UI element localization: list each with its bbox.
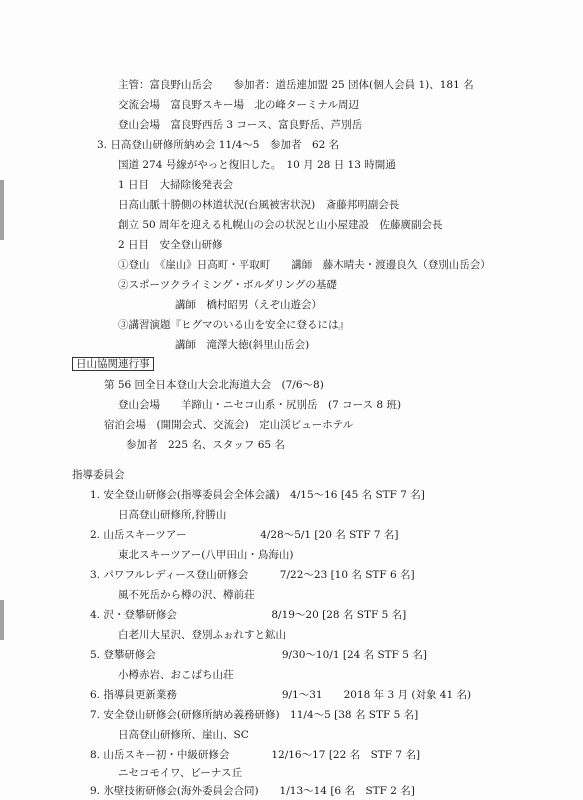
item3-lecturer-line: 講師 滝澤大徳(斜里山岳会) — [175, 339, 310, 351]
committee-item-1-detail: 日高登山研修所,狩勝山 — [118, 509, 227, 521]
committee-item-5-detail: 小樽赤岩、おこばち山荘 — [118, 669, 234, 681]
climb-venue-line: 登山会場 富良野西岳 3 コース、富良野岳、芦別岳 — [118, 119, 363, 131]
item2-lecturer-line: 講師 橋村昭男（えぞ山遊会） — [175, 299, 322, 311]
exchange-venue-line: 交流会場 富良野スキー場 北の峰ターミナル周辺 — [118, 99, 359, 111]
committee-item-3: 3. パワフルレディース登山研修会 7/22～23 [10 名 STF 6 名] — [90, 569, 415, 581]
road-reopen-line: 国道 274 号線がやっと復旧した。 10 月 28 日 13 時開通 — [118, 159, 396, 171]
events-line-4: 参加者 225 名、スタッフ 65 名 — [126, 439, 285, 451]
committee-item-2: 2. 山岳スキーツアー 4/28～5/1 [20 名 STF 7 名] — [90, 529, 399, 541]
scan-edge-mark — [0, 180, 4, 240]
committee-item-4-detail: 白老川大星沢、登別ふぉれすと鉱山 — [118, 629, 286, 641]
item3-line: ③講習演題『ヒグマのいる山を安全に登るには』 — [118, 319, 349, 331]
day1-line: 1 日目 大掃除後発表会 — [118, 179, 234, 191]
committee-item-2-detail: 東北スキーツアー(八甲田山・鳥海山) — [118, 549, 294, 561]
sponsor-line: 主管：富良野山岳会 参加者：道岳連加盟 25 団体(個人会員 1)、181 名 — [118, 79, 474, 91]
report2-line: 創立 50 周年を迎える札幌山の会の状況と山小屋建設 佐藤廣副会長 — [118, 219, 443, 231]
scan-edge-mark — [0, 600, 4, 640]
item1-line: ①登山 《崖山》日高町・平取町 講師 藤木晴夫・渡邊良久（登別山岳会） — [118, 259, 491, 271]
item2-line: ②スポーツクライミング・ボルダリングの基礎 — [118, 279, 337, 291]
section3-title: 3. 日高登山研修所納め会 11/4～5 参加者 62 名 — [97, 139, 340, 151]
committee-item-1: 1. 安全登山研修会(指導委員会全体会議) 4/15～16 [45 名 STF 7 名] — [90, 489, 425, 501]
committee-item-8: 8. 山岳スキー初・中級研修会 12/16～17 [22 名 STF 7 名] — [90, 749, 421, 761]
events-line-2: 登山会場 羊蹄山・ニセコ山系・尻別岳 (7 コース 8 班) — [118, 399, 402, 411]
committee-item-6: 6. 指導員更新業務 9/1～31 2018 年 3 月 (対象 41 名) — [90, 689, 472, 701]
committee-item-8-detail: ニセコモイワ、ビーナス丘 — [118, 767, 243, 779]
report1-line: 日高山脈十勝側の林道状況(台風被害状況) 斎藤邦明副会長 — [118, 199, 400, 211]
committee-item-7: 7. 安全登山研修会(研修所納め義務研修) 11/4～5 [38 名 STF 5 名] — [90, 709, 419, 721]
committee-item-7-detail: 日高登山研修所、崖山、SC — [118, 729, 249, 741]
events-heading: 日山協関連行事 — [72, 357, 154, 371]
committee-item-4: 4. 沢・登攀研修会 8/19～20 [28 名 STF 5 名] — [90, 609, 407, 621]
events-line-1: 第 56 回全日本登山大会北海道大会 (7/6～8) — [104, 379, 324, 391]
committee-item-3-detail: 風不死岳から樽の沢、樽前荘 — [118, 589, 255, 601]
committee-heading: 指導委員会 — [72, 469, 125, 481]
day2-line: 2 日目 安全登山研修 — [118, 239, 223, 251]
committee-item-9: 9. 氷壁技術研修会(海外委員会合同) 1/13～14 [6 名 STF 2 名] — [90, 785, 415, 797]
events-line-3: 宿泊会場 (開開会式、交流会) 定山渓ビューホテル — [104, 419, 354, 431]
committee-item-5: 5. 登攀研修会 9/30～10/1 [24 名 STF 5 名] — [90, 649, 427, 661]
